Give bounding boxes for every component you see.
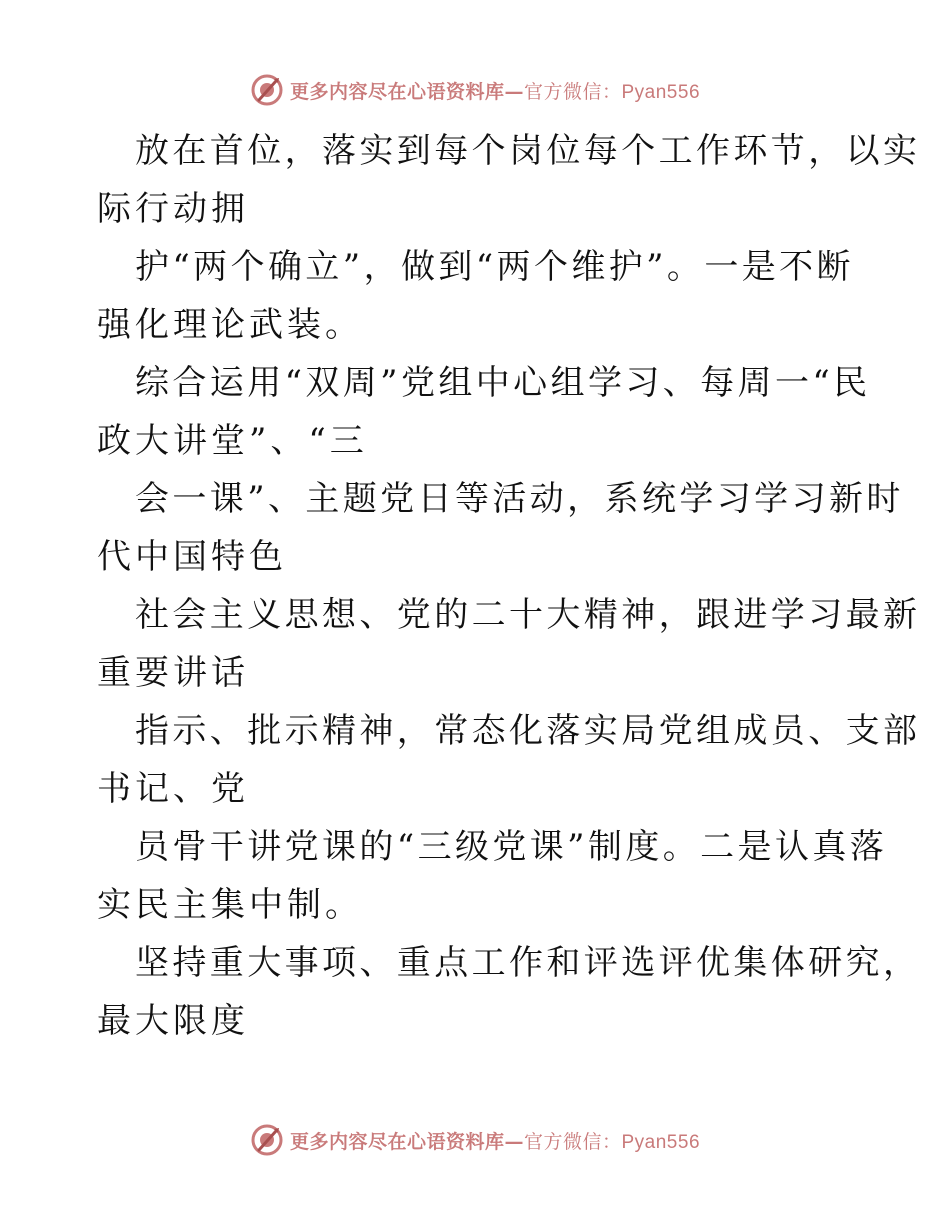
header-banner-text: [290, 77, 700, 104]
text-line: 会一课”、主题党日等活动，系统学习学习新时: [135, 479, 904, 519]
text-line: 政大讲堂”、“三: [97, 421, 368, 461]
text-line: 护“两个确立”，做到“两个维护”。一是不断: [135, 247, 854, 287]
brand-logo-icon: [250, 1123, 284, 1157]
text-line: 综合运用“双周”党组中心组学习、每周一“民: [135, 363, 871, 403]
text-line: 书记、党: [97, 769, 249, 809]
header-brand-text: 更多内容尽在心语资料库: [289, 80, 505, 103]
text-line: 际行动拥: [97, 189, 249, 229]
text-line: 员骨干讲党课的“三级党课”制度。二是认真落: [135, 827, 888, 867]
text-line: 强化理论武装。: [97, 305, 363, 345]
text-line: 放在首位，落实到每个岗位每个工作环节，以实: [135, 131, 921, 171]
text-line: 社会主义思想、党的二十大精神，跟进学习最新: [135, 595, 921, 635]
text-line: 实民主集中制。: [97, 885, 363, 925]
header-separator: —: [504, 80, 524, 103]
text-line: 代中国特色: [97, 537, 287, 577]
text-line: 重要讲话: [97, 653, 249, 693]
footer-separator: —: [504, 1130, 524, 1153]
text-line: 指示、批示精神，常态化落实局党组成员、支部: [135, 711, 921, 751]
footer-banner: [0, 1120, 950, 1160]
footer-contact-text: 官方微信：Pyan556: [524, 1131, 701, 1153]
text-line: 最大限度: [97, 1001, 249, 1041]
footer-brand-text: 更多内容尽在心语资料库: [289, 1130, 505, 1153]
footer-banner-text: [290, 1127, 700, 1154]
text-line: 坚持重大事项、重点工作和评选评优集体研究，: [135, 943, 921, 983]
header-contact-text: 官方微信：Pyan556: [524, 81, 701, 103]
brand-logo-icon: [250, 73, 284, 107]
header-banner: [0, 70, 950, 110]
document-body: [97, 122, 921, 1050]
